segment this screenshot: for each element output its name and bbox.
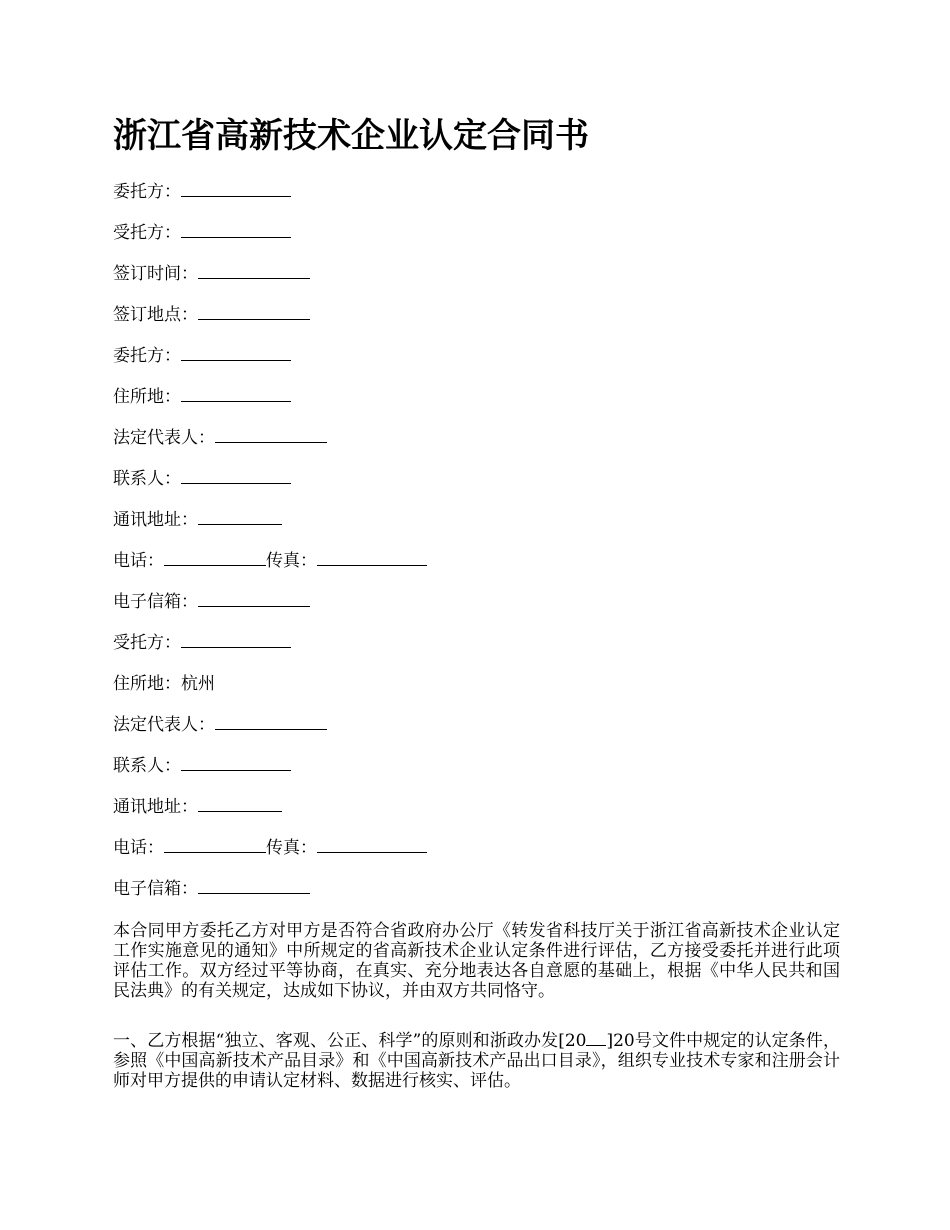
blank-line[interactable] xyxy=(317,547,427,566)
party-b-email xyxy=(113,873,840,914)
party-b-mail-address xyxy=(113,791,840,832)
blank-line[interactable] xyxy=(164,547,266,566)
blank-line[interactable] xyxy=(586,1029,606,1046)
party-a-mail-address xyxy=(113,504,840,545)
blank-line[interactable] xyxy=(198,301,310,320)
document-title: 浙江省高新技术企业认定合同书 xyxy=(113,116,589,156)
field-trustee xyxy=(113,217,840,258)
party-a-address xyxy=(113,381,840,422)
field-label: 通讯地址： xyxy=(113,510,198,530)
field-label: 签订时间： xyxy=(113,264,198,284)
blank-line[interactable] xyxy=(198,875,310,894)
clause-1-paragraph xyxy=(113,1029,840,1091)
party-a-phone-fax xyxy=(113,545,840,586)
field-label: 受托方： xyxy=(113,633,181,653)
blank-line[interactable] xyxy=(181,219,291,238)
field-label: 委托方： xyxy=(113,182,181,202)
intro-paragraph: 本合同甲方委托乙方对甲方是否符合省政府办公厅《转发省科技厅关于浙江省高新技术企业认定工作实施意见的通知》中所规定的省高新技术企业认定条件进行评估，乙方接受委托并进行此项评估工作。双方经过平等协商，在真实、充分地表达各自意愿的基础上，根据《中华人民共和国民法典》的有关规定，达成如下协议，并由双方共同恪守。 xyxy=(113,921,840,1001)
field-label: 电话： xyxy=(113,838,164,858)
field-label: 住所地： xyxy=(113,387,181,407)
blank-line[interactable] xyxy=(181,383,291,402)
clause-1-text-start: 一、乙方根据“独立、客观、公正、科学”的原则和浙政办发[20 xyxy=(113,1031,587,1051)
blank-line[interactable] xyxy=(181,178,291,197)
blank-line[interactable] xyxy=(198,506,282,525)
blank-line[interactable] xyxy=(317,834,427,853)
blank-line[interactable] xyxy=(198,260,310,279)
party-b-address xyxy=(113,668,840,709)
party-b-contact xyxy=(113,750,840,791)
field-value: 杭州 xyxy=(181,674,215,694)
blank-line[interactable] xyxy=(215,711,327,730)
blank-line[interactable] xyxy=(164,834,266,853)
blank-line[interactable] xyxy=(198,588,310,607)
field-label: 传真： xyxy=(266,838,317,858)
field-label: 电子信箱： xyxy=(113,879,198,899)
party-b-legal-rep xyxy=(113,709,840,750)
blank-line[interactable] xyxy=(181,752,291,771)
field-label: 法定代表人： xyxy=(113,428,215,448)
field-client xyxy=(113,176,840,217)
field-label: 联系人： xyxy=(113,756,181,776)
field-signing-time xyxy=(113,258,840,299)
field-signing-place xyxy=(113,299,840,340)
blank-line[interactable] xyxy=(181,629,291,648)
party-b-phone-fax xyxy=(113,832,840,873)
field-label: 受托方： xyxy=(113,223,181,243)
party-a-name xyxy=(113,340,840,381)
field-label: 联系人： xyxy=(113,469,181,489)
field-label: 委托方： xyxy=(113,346,181,366)
field-label: 电子信箱： xyxy=(113,592,198,612)
contract-fields xyxy=(113,176,840,914)
field-label: 签订地点： xyxy=(113,305,198,325)
field-label: 法定代表人： xyxy=(113,715,215,735)
party-b-name xyxy=(113,627,840,668)
party-a-legal-rep xyxy=(113,422,840,463)
clause-1-text-end: ]20号文件中规定的认定条件，参照《中国高新技术产品目录》和《中国高新技术产品出口目录》，组织专业技术专家和注册会计师对甲方提供的申请认定材料、数据进行核实、评估。 xyxy=(113,1031,840,1091)
blank-line[interactable] xyxy=(181,342,291,361)
field-label: 住所地： xyxy=(113,674,181,694)
party-a-contact xyxy=(113,463,840,504)
blank-line[interactable] xyxy=(198,793,282,812)
party-a-email xyxy=(113,586,840,627)
blank-line[interactable] xyxy=(215,424,327,443)
field-label: 传真： xyxy=(266,551,317,571)
field-label: 通讯地址： xyxy=(113,797,198,817)
blank-line[interactable] xyxy=(181,465,291,484)
field-label: 电话： xyxy=(113,551,164,571)
